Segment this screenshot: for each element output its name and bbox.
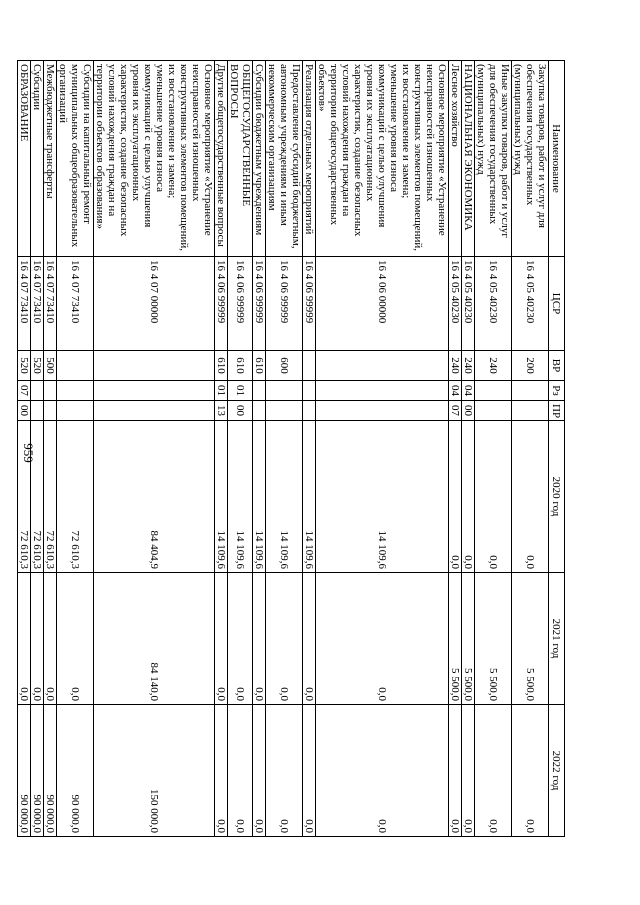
cell-pr: 00	[18, 401, 31, 421]
cell-csr: 16 4 07 73410	[18, 257, 31, 351]
cell-csr: 16 4 05 40230	[449, 257, 462, 351]
cell-2020: 72 610,3	[31, 421, 44, 573]
cell-rz	[44, 381, 57, 401]
cell-csr: 16 4 07 73410	[31, 257, 44, 351]
header-rz: Рз	[549, 381, 565, 401]
cell-2022: 0,0	[449, 705, 462, 837]
cell-rz	[303, 381, 316, 401]
cell-pr	[512, 401, 549, 421]
cell-2020: 14 109,6	[253, 421, 266, 573]
table-row	[266, 61, 303, 837]
cell-2020: 0,0	[449, 421, 462, 573]
header-csr: ЦСР	[549, 257, 565, 351]
cell-pr	[303, 401, 316, 421]
cell-2020: 14 109,6	[266, 421, 303, 573]
cell-rz: 04	[449, 381, 462, 401]
header-pr: ПР	[549, 401, 565, 421]
cell-rz	[94, 381, 215, 401]
cell-vr	[94, 351, 215, 381]
cell-2022: 0,0	[462, 705, 475, 837]
cell-vr	[303, 351, 316, 381]
cell-2022: 0,0	[215, 705, 228, 837]
cell-2022: 0,0	[475, 705, 512, 837]
cell-2021: 5 500,0	[475, 573, 512, 705]
table-header-row	[549, 61, 565, 837]
table-row	[303, 61, 316, 837]
cell-name: ОБРАЗОВАНИЕ	[18, 61, 31, 257]
cell-rz	[253, 381, 266, 401]
table-row	[215, 61, 228, 837]
cell-2021: 0,0	[316, 573, 449, 705]
cell-rz: 01	[215, 381, 228, 401]
cell-vr: 240	[462, 351, 475, 381]
cell-name: Закупка товаров, работ и услуг для обеспечения государственных (муниципальных) нужд	[512, 61, 549, 257]
cell-2022: 0,0	[303, 705, 316, 837]
cell-pr	[316, 401, 449, 421]
cell-2021: 0,0	[228, 573, 253, 705]
cell-rz	[57, 381, 94, 401]
cell-2020: 72 610,3	[57, 421, 94, 573]
cell-2020: 14 109,6	[228, 421, 253, 573]
cell-rz	[266, 381, 303, 401]
cell-name: Реализация отдельных мероприятий	[303, 61, 316, 257]
header-name: Наименование	[549, 61, 565, 257]
cell-rz: 07	[18, 381, 31, 401]
cell-vr	[57, 351, 94, 381]
cell-2020: 0,0	[475, 421, 512, 573]
cell-name: Основное мероприятие «Устранение неисправностей изношенных конструктивных элементов помещений, их восстановление и замена; уменьшение уровня износа коммуникаций с целью улучшения уровня их эксплуатационных характеристик, создание безопасных условий нахождения граждан на территории общегосударственных объектов»	[316, 61, 449, 257]
cell-2021: 5 500,0	[449, 573, 462, 705]
cell-2021: 0,0	[253, 573, 266, 705]
cell-pr: 00	[228, 401, 253, 421]
cell-vr: 520	[18, 351, 31, 381]
cell-rz	[316, 381, 449, 401]
cell-pr: 13	[215, 401, 228, 421]
cell-vr: 610	[253, 351, 266, 381]
cell-pr	[94, 401, 215, 421]
cell-name: Основное мероприятие «Устранение неисправностей изношенных конструктивных элементов помещений, их восстановление и замена; уменьшение уровня износа коммуникаций с целью улучшения уровня их эксплуатационных характеристик, создание безопасных условий нахождения граждан на территории объектов образования»	[94, 61, 215, 257]
cell-rz	[31, 381, 44, 401]
cell-csr: 16 4 06 99999	[266, 257, 303, 351]
page-number: 959	[21, 443, 36, 463]
cell-name: Субсидии	[31, 61, 44, 257]
cell-2021: 0,0	[18, 573, 31, 705]
cell-2021: 0,0	[266, 573, 303, 705]
cell-vr: 500	[44, 351, 57, 381]
cell-2020: 72 610,3	[44, 421, 57, 573]
cell-name: Лесное хозяйство	[449, 61, 462, 257]
cell-name: Субсидии на капитальный ремонт муниципальных общеобразовательных организаций	[57, 61, 94, 257]
table-row	[57, 61, 94, 837]
cell-csr: 16 4 06 99999	[228, 257, 253, 351]
cell-name: Межбюджетные трансферты	[44, 61, 57, 257]
cell-pr	[44, 401, 57, 421]
cell-2022: 90 000,0	[31, 705, 44, 837]
cell-pr: 00	[462, 401, 475, 421]
cell-csr: 16 4 07 00000	[94, 257, 215, 351]
cell-pr	[475, 401, 512, 421]
cell-vr: 200	[512, 351, 549, 381]
cell-2022: 90 000,0	[18, 705, 31, 837]
cell-pr	[31, 401, 44, 421]
cell-2021: 5 500,0	[512, 573, 549, 705]
cell-rz	[512, 381, 549, 401]
budget-table	[17, 60, 565, 837]
cell-2022: 0,0	[512, 705, 549, 837]
cell-pr	[253, 401, 266, 421]
cell-csr: 16 4 05 40230	[512, 257, 549, 351]
table-row	[512, 61, 549, 837]
cell-name: Субсидии бюджетным учреждениям	[253, 61, 266, 257]
cell-csr: 16 4 05 40230	[475, 257, 512, 351]
cell-2021: 0,0	[215, 573, 228, 705]
cell-2022: 150 000,0	[94, 705, 215, 837]
header-vr: ВР	[549, 351, 565, 381]
cell-2022: 0,0	[266, 705, 303, 837]
cell-2020: 14 109,6	[215, 421, 228, 573]
cell-2020: 72 610,3	[18, 421, 31, 573]
table-row	[228, 61, 253, 837]
table-row	[462, 61, 475, 837]
table-row	[31, 61, 44, 837]
cell-csr: 16 4 07 73410	[44, 257, 57, 351]
cell-vr: 240	[449, 351, 462, 381]
cell-vr: 600	[266, 351, 303, 381]
header-2020: 2020 год	[549, 421, 565, 573]
cell-2021: 0,0	[303, 573, 316, 705]
cell-2020: 0,0	[512, 421, 549, 573]
cell-name: НАЦИОНАЛЬНАЯ ЭКОНОМИКА	[462, 61, 475, 257]
cell-2021: 0,0	[31, 573, 44, 705]
cell-name: Предоставление субсидий бюджетным, автономным учреждениям и иным некоммерческим организациям	[266, 61, 303, 257]
cell-pr	[266, 401, 303, 421]
table-row	[449, 61, 462, 837]
cell-csr: 16 4 06 99999	[215, 257, 228, 351]
cell-name: ОБЩЕГОСУДАРСТВЕННЫЕ ВОПРОСЫ	[228, 61, 253, 257]
cell-vr: 610	[215, 351, 228, 381]
cell-name: Другие общегосударственные вопросы	[215, 61, 228, 257]
cell-2021: 84 140,0	[94, 573, 215, 705]
table-row	[94, 61, 215, 837]
cell-name: Иные закупки товаров, работ и услуг для обеспечения государственных (муниципальных) нужд	[475, 61, 512, 257]
cell-2021: 0,0	[44, 573, 57, 705]
cell-csr: 16 4 06 99999	[253, 257, 266, 351]
header-2022: 2022 год	[549, 705, 565, 837]
cell-csr: 16 4 05 40230	[462, 257, 475, 351]
table-row	[18, 61, 31, 837]
cell-2022: 90 000,0	[57, 705, 94, 837]
table-row	[475, 61, 512, 837]
cell-2020: 0,0	[462, 421, 475, 573]
cell-2021: 0,0	[57, 573, 94, 705]
cell-2020: 14 109,6	[316, 421, 449, 573]
table-row	[44, 61, 57, 837]
cell-2022: 90 000,0	[44, 705, 57, 837]
cell-rz: 01	[228, 381, 253, 401]
table-row	[316, 61, 449, 837]
header-2021: 2021 год	[549, 573, 565, 705]
cell-vr: 240	[475, 351, 512, 381]
cell-2020: 84 404,9	[94, 421, 215, 573]
cell-pr: 07	[449, 401, 462, 421]
cell-csr: 16 4 06 00000	[316, 257, 449, 351]
table-row	[253, 61, 266, 837]
cell-rz	[475, 381, 512, 401]
cell-csr: 16 4 06 99999	[303, 257, 316, 351]
cell-csr: 16 4 07 73410	[57, 257, 94, 351]
cell-2021: 5 500,0	[462, 573, 475, 705]
cell-rz: 04	[462, 381, 475, 401]
cell-2022: 0,0	[316, 705, 449, 837]
cell-2022: 0,0	[253, 705, 266, 837]
cell-pr	[57, 401, 94, 421]
cell-vr: 610	[228, 351, 253, 381]
cell-vr: 520	[31, 351, 44, 381]
cell-2020: 14 109,6	[303, 421, 316, 573]
cell-vr	[316, 351, 449, 381]
cell-2022: 0,0	[228, 705, 253, 837]
